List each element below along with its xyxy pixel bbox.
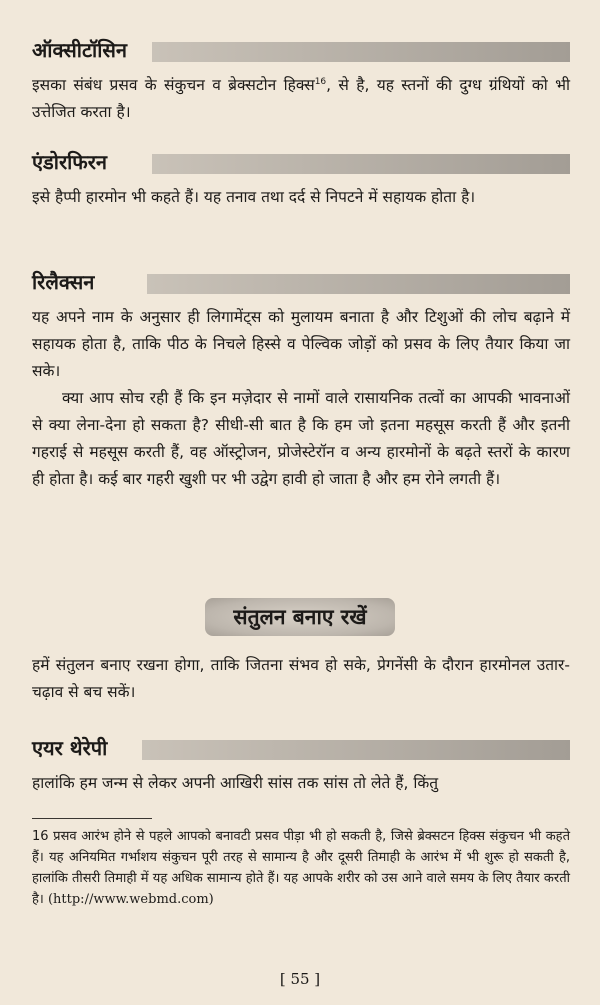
page-number: [ 55 ]	[279, 970, 321, 988]
footnote-rule	[32, 818, 152, 819]
section-paragraph: इसे हैप्पी हारमोन भी कहते हैं। यह तनाव तथा दर्द से निपटने में सहायक होता है।	[32, 188, 476, 206]
section-paragraph	[32, 72, 570, 126]
footnote-text: 16 प्रसव आरंभ होने से पहले आपको बनावटी प्रसव पीड़ा भी हो सकती है, जिसे ब्रेक्सटन हिक्स संकुचन भी कहते हैं। यह अनियमित गर्भाशय संकुचन पूरी तरह से सामान्य है और दूसरी तिमाही के आरंभ में भी शुरू हो सकती है, हालांकि तीसरी तिमाही में यह अधिक सामान्य होते हैं। यह आपके शरीर को उस आने वाले समय के लिए तैयार करती है।	[32, 829, 570, 907]
footnote-reference: 16	[314, 76, 327, 87]
section-paragraph: हमें संतुलन बनाए रखना होगा, ताकि जितना संभव हो सके, प्रेगनेंसी के दौरान हारमोनल उतार-चढ़ाव से बच सकें।	[32, 656, 570, 701]
heading-row	[32, 36, 570, 66]
heading-bar	[152, 154, 570, 174]
section-heading: ऑक्सीटॉसिन	[32, 36, 135, 64]
heading-bar	[147, 274, 570, 294]
center-title: संतुलन बनाए रखें	[205, 598, 395, 636]
section-air-therapy	[32, 734, 570, 797]
heading-row	[32, 148, 570, 178]
paragraph-text: इसका संबंध प्रसव के संकुचन व ब्रेक्सटोन हिक्स	[32, 76, 315, 94]
section-endorphin	[32, 148, 570, 211]
section-heading: रिलैक्सन	[32, 268, 102, 296]
section-paragraph: हालांकि हम जन्म से लेकर अपनी आखिरी सांस तक सांस तो लेते हैं, किंतु	[32, 774, 439, 792]
section-paragraph: यह अपने नाम के अनुसार ही लिगामेंट्स को मुलायम बनाता है और टिशुओं की लोच बढ़ाने में सहायक होता है, ताकि पीठ के निचले हिस्से व पेल्विक जोड़ों को प्रसव के लिए तैयार किया जा सके।	[32, 308, 570, 380]
paragraph-text: , से है, यह स्तनों की दुग्ध ग्रंथियों को भी उत्तेजित करता है।	[32, 76, 571, 121]
section-relaxin	[32, 268, 570, 493]
heading-bar	[142, 740, 570, 760]
footnote-url: (http://www.webmd.com)	[47, 892, 214, 907]
heading-row	[32, 268, 570, 298]
heading-row	[32, 734, 570, 764]
section-oxytocin	[32, 36, 570, 126]
section-heading: एंडोरफिरन	[32, 148, 115, 176]
section-balance	[32, 652, 570, 706]
heading-bar	[152, 42, 570, 62]
section-heading: एयर थेरेपी	[32, 734, 115, 762]
footnote	[32, 826, 570, 910]
section-paragraph: क्या आप सोच रही हैं कि इन मज़ेदार से नामों वाले रासायनिक तत्वों का आपकी भावनाओं से क्या लेना-देना हो सकता है? सीधी-सी बात है कि हम जो इतना महसूस करती हैं और इतनी गहराई से महसूस करती हैं, वह ऑस्ट्रोजन, प्रोजेस्टेरॉन व अन्य हारमोनों के बढ़ते स्तरों के कारण ही होता है। कई बार गहरी खुशी पर भी उद्वेग हावी हो जाता है और हम रोने लगती हैं।	[32, 389, 570, 488]
